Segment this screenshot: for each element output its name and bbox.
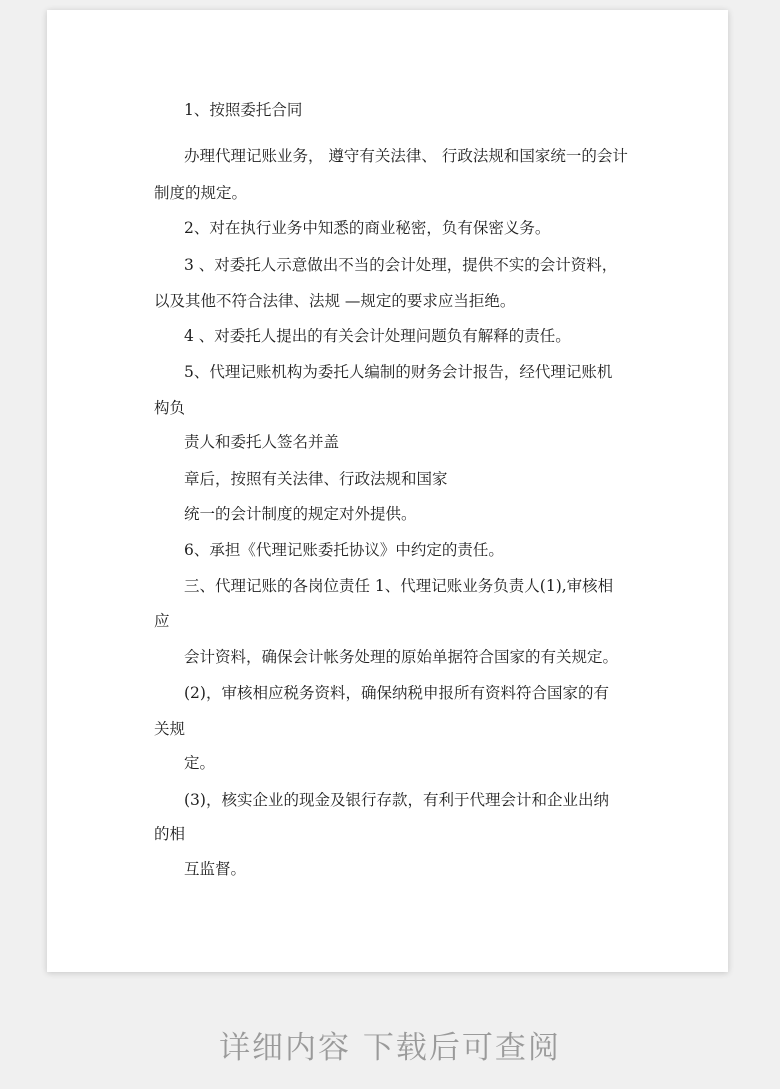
text-line: 关规: [154, 720, 186, 738]
text-line: 5、代理记账机构为委托人编制的财务会计报告，经代理记账机: [184, 363, 613, 381]
text-line: 统一的会计制度的规定对外提供。: [184, 505, 417, 523]
text-line: 互监督。: [184, 860, 247, 878]
text-line: 4 、对委托人提出的有关会计处理问题负有解释的责任。: [184, 327, 571, 345]
text-line: 6、承担《代理记账委托协议》中约定的责任。: [184, 541, 504, 559]
text-line: 定。: [184, 754, 216, 772]
text-line: 以及其他不符合法律、法规 —规定的要求应当拒绝。: [154, 292, 516, 310]
text-line: 会计资料，确保会计帐务处理的原始单据符合国家的有关规定。: [184, 648, 619, 666]
text-line: 制度的规定。: [154, 184, 248, 202]
text-line: 责人和委托人签名并盖: [184, 433, 340, 451]
document-page: [47, 10, 728, 972]
text-line: 办理代理记账业务， 遵守有关法律、 行政法规和国家统一的会计: [184, 147, 628, 165]
text-line: 构负: [154, 399, 186, 417]
text-line: (2)，审核相应税务资料，确保纳税申报所有资料符合国家的有: [184, 684, 609, 702]
text-line: 1、按照委托合同: [184, 101, 303, 119]
text-line: 3 、对委托人示意做出不当的会计处理，提供不实的会计资料，: [184, 256, 618, 274]
download-hint: 详细内容 下载后可查阅: [219, 1030, 561, 1066]
text-line: 的相: [154, 825, 186, 843]
text-line: 三、代理记账的各岗位责任 1、代理记账业务负责人(1),审核相: [184, 577, 614, 595]
text-line: 章后，按照有关法律、行政法规和国家: [184, 470, 448, 488]
text-line: (3)，核实企业的现金及银行存款，有利于代理会计和企业出纳: [184, 791, 609, 809]
text-line: 应: [154, 612, 170, 630]
text-line: 2、对在执行业务中知悉的商业秘密，负有保密义务。: [184, 219, 551, 237]
